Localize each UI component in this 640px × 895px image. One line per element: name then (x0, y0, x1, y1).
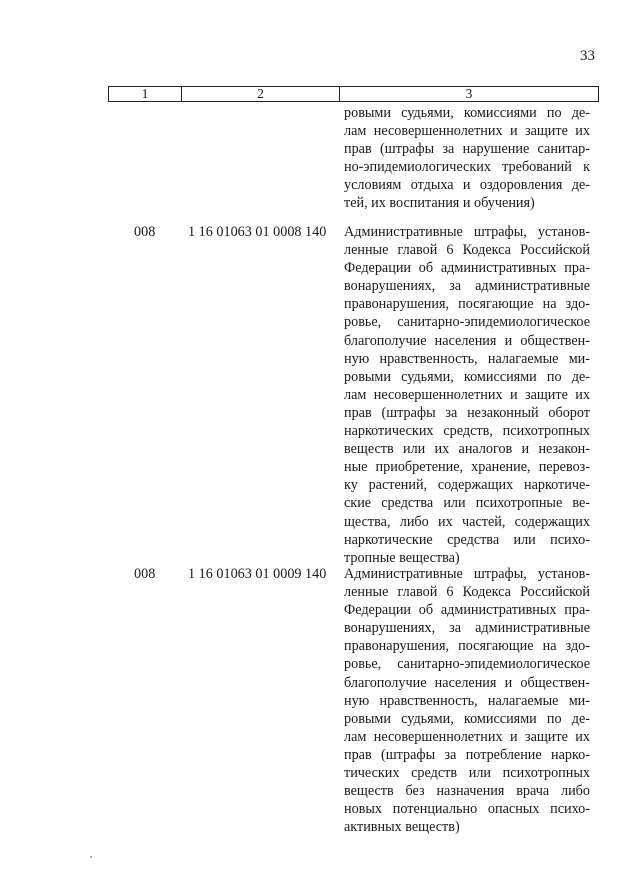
text-line: лам несовершеннолетних и защите их (344, 386, 590, 403)
text-line: ку растений, содержащих наркотиче- (344, 477, 590, 494)
column-2-header: 2 (182, 87, 340, 101)
text-line: лам несовершеннолетних и защите их (344, 123, 590, 140)
text-line: Административные штрафы, установ- (344, 566, 590, 582)
text-line: прав (штрафы за потребление нарко- (344, 746, 590, 763)
kbk-code: 1 16 01063 01 0008 140 (188, 224, 327, 240)
text-line: прав (штрафы за нарушение санитар- (344, 141, 590, 158)
column-3-header: 3 (465, 86, 473, 101)
admin-code: 008 (134, 224, 156, 240)
text-line: Федерации об административных пра- (344, 602, 590, 619)
text-line: правонарушения, посягающие на здо- (344, 638, 590, 655)
text-line: тей, их воспитания и обучения) (344, 195, 535, 212)
text-line: тропные вещества) (344, 549, 460, 566)
text-line: новых потенциально опасных психо- (344, 801, 590, 818)
text-line: веществ или их аналогов и незакон- (344, 441, 590, 458)
text-line: ровье, санитарно-эпидемиологическое (344, 656, 590, 673)
text-line: Административные штрафы, установ- (344, 224, 590, 240)
table-column-header (108, 86, 599, 102)
text-line: ленные главой 6 Кодекса Российской (344, 242, 590, 259)
text-line: ские средства или психотропные ве- (344, 495, 590, 512)
admin-code: 008 (134, 566, 156, 582)
text-line: вонарушениях, за административные (344, 620, 590, 637)
text-line: ные приобретение, хранение, перевоз- (344, 459, 590, 476)
text-line: активных веществ) (344, 819, 460, 836)
text-line: ровье, санитарно-эпидемиологическое (344, 314, 590, 331)
text-line: ровыми судьями, комиссиями по де- (344, 710, 590, 727)
text-line: ровыми судьями, комиссиями по де- (344, 105, 590, 121)
text-line: ровыми судьями, комиссиями по де- (344, 368, 590, 385)
kbk-code: 1 16 01063 01 0009 140 (188, 566, 327, 582)
text-line: наркотические средства или психо- (344, 531, 590, 548)
text-line: вонарушениях, за административные (344, 278, 590, 295)
text-line: прав (штрафы за незаконный оборот (344, 404, 590, 421)
text-line: благополучие населения и обществен- (344, 674, 590, 691)
row-description (344, 565, 590, 836)
text-line: ленные главой 6 Кодекса Российской (344, 584, 590, 601)
text-line: наркотических средств, психотропных (344, 423, 590, 440)
text-line: ную нравственность, налагаемые ми- (344, 350, 590, 367)
page-number: 33 (580, 48, 595, 64)
text-line: благополучие населения и обществен- (344, 332, 590, 349)
text-line: веществ без назначения врача либо (344, 783, 590, 800)
text-line: правонарушения, посягающие на здо- (344, 296, 590, 313)
column-1-header: 1 (109, 87, 182, 101)
text-line: лам несовершеннолетних и защите их (344, 728, 590, 745)
text-line: но-эпидемиологических требований к (344, 159, 590, 176)
text-line: условиям отдыха и оздоровления де- (344, 177, 590, 194)
text-line: щества, либо их частей, содержащих (344, 513, 590, 530)
scan-speck (90, 856, 92, 858)
continuation-text (344, 104, 590, 213)
text-line: ную нравственность, налагаемые ми- (344, 692, 590, 709)
row-description (344, 223, 590, 567)
text-line: Федерации об административных пра- (344, 260, 590, 277)
text-line: тических средств или психотропных (344, 765, 590, 782)
